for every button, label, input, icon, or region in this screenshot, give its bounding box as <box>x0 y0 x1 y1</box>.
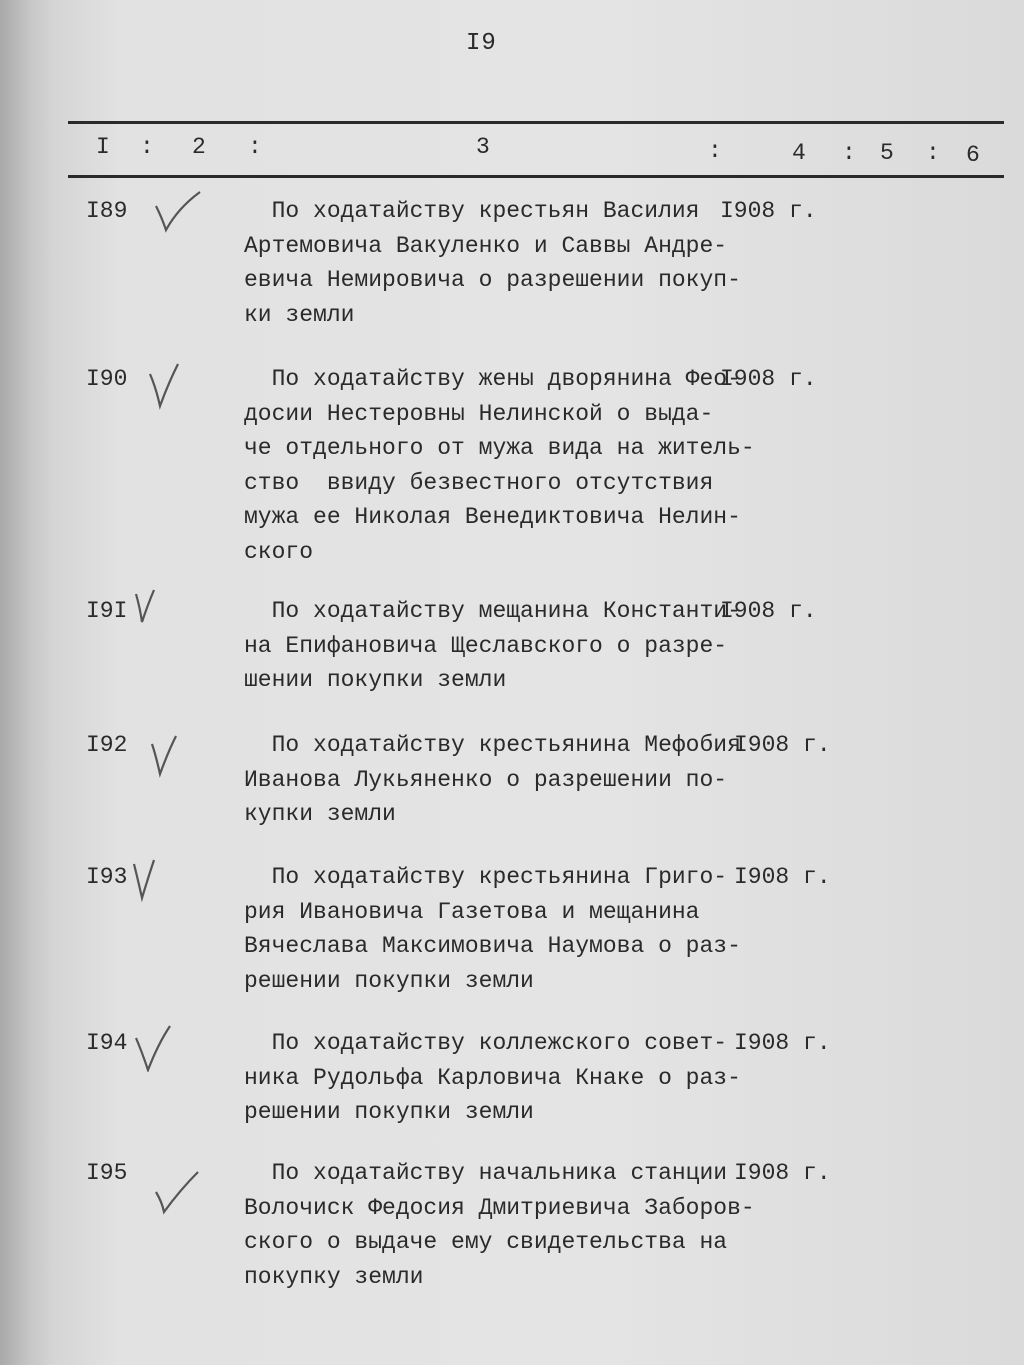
entry-description <box>244 1156 755 1294</box>
checkmark-icon <box>128 588 184 636</box>
entry-year: I908 г. <box>734 864 831 890</box>
description-line: По ходатайству крестьянина Мефобия <box>244 732 741 758</box>
column-header-2: 2 <box>192 134 206 160</box>
entry-number: I94 <box>86 1030 128 1056</box>
description-line: рия Ивановича Газетова и мещанина <box>244 898 700 925</box>
description-line: Иванова Лукьяненко о разрешении по- <box>244 766 728 793</box>
column-header-5: 5 <box>880 140 894 166</box>
entry-year: I908 г. <box>734 1160 831 1186</box>
column-header-1: I <box>96 134 110 160</box>
entry-number: I90 <box>86 366 128 392</box>
column-separator: : <box>842 140 856 166</box>
page-number: I9 <box>466 30 497 57</box>
description-line: ского о выдаче ему свидетельства на <box>244 1229 728 1255</box>
description-line: че отдельного от мужа вида на житель- <box>244 435 755 461</box>
description-line: По ходатайству мещанина Константи- <box>244 598 741 624</box>
column-separator: : <box>708 138 722 164</box>
column-header-6: 6 <box>966 142 980 168</box>
checkmark-icon <box>144 362 200 410</box>
entry-year: I908 г. <box>720 598 817 624</box>
checkmark-icon <box>130 1024 186 1072</box>
page-binding-shadow <box>0 0 52 1365</box>
description-line: По ходатайству крестьянина Григо- <box>244 864 728 890</box>
description-line: По ходатайству жены дворянина Фео- <box>244 366 741 392</box>
description-line: По ходатайству крестьян Василия <box>244 198 700 224</box>
checkmark-icon <box>150 1168 206 1216</box>
entry-number: I95 <box>86 1160 128 1186</box>
description-line: решении покупки земли <box>244 1099 534 1125</box>
entry-number: I9I <box>86 598 128 624</box>
description-line: Волочиск Федосия Дмитриевича Заборов- <box>244 1194 755 1221</box>
entry-year: I908 г. <box>734 1030 831 1056</box>
checkmark-icon <box>128 858 184 906</box>
column-header-4: 4 <box>792 140 806 166</box>
description-line: мужа ее Николая Венедиктовича Нелин- <box>244 504 741 530</box>
description-line: покупку земли <box>244 1263 424 1290</box>
entry-description <box>244 860 741 998</box>
entry-description <box>244 594 741 698</box>
entry-description <box>244 194 741 332</box>
description-line: Артемовича Вакуленко и Саввы Андре- <box>244 232 728 259</box>
entry-year: I908 г. <box>720 366 817 392</box>
entry-year: I908 г. <box>734 732 831 758</box>
description-line: По ходатайству начальника станции <box>244 1160 728 1186</box>
description-line: ского <box>244 538 314 565</box>
description-line: решении покупки земли <box>244 967 534 994</box>
description-line: евича Немировича о разрешении покуп- <box>244 267 741 293</box>
header-rule-bottom <box>68 175 1004 178</box>
column-separator: : <box>926 140 940 166</box>
checkmark-icon <box>150 190 206 238</box>
header-rule-top <box>68 121 1004 124</box>
column-header-3: 3 <box>476 134 490 160</box>
column-separator: : <box>140 134 154 160</box>
entry-number: I93 <box>86 864 128 890</box>
description-line: на Епифановича Щеславского о разре- <box>244 632 728 659</box>
entry-description <box>244 362 755 569</box>
checkmark-icon <box>146 734 202 782</box>
entry-description <box>244 1026 741 1130</box>
description-line: купки земли <box>244 801 396 827</box>
description-line: шении покупки земли <box>244 667 507 693</box>
description-line: ство ввиду безвестного отсутствия <box>244 469 714 496</box>
entry-year: I908 г. <box>720 198 817 224</box>
description-line: Вячеслава Максимовича Наумова о раз- <box>244 933 741 959</box>
column-separator: : <box>248 134 262 160</box>
entry-number: I89 <box>86 198 128 224</box>
entry-number: I92 <box>86 732 128 758</box>
description-line: ника Рудольфа Карловича Кнаке о раз- <box>244 1064 741 1091</box>
description-line: ки земли <box>244 301 355 328</box>
entry-description <box>244 728 741 832</box>
description-line: По ходатайству коллежского совет- <box>244 1030 728 1056</box>
description-line: досии Нестеровны Нелинской о выда- <box>244 400 714 427</box>
